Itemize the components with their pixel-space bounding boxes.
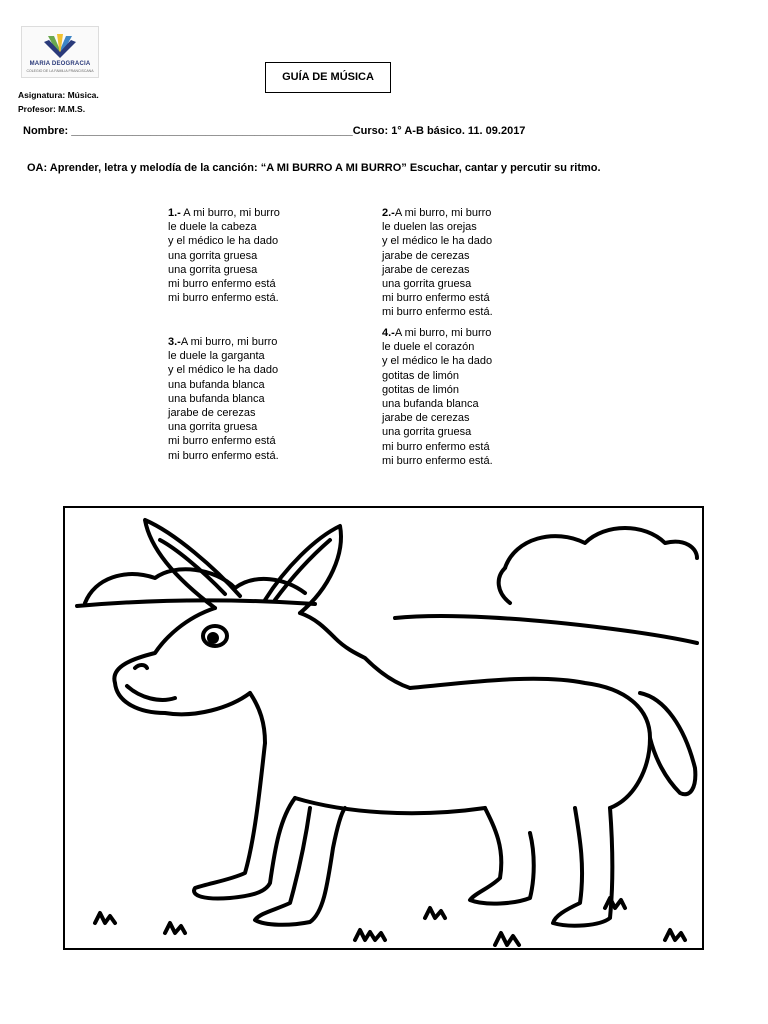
stanza-line: una bufanda blanca	[382, 398, 479, 411]
teacher-label: Profesor: M.M.S.	[18, 104, 86, 114]
stanza-line: una gorrita gruesa	[382, 278, 472, 291]
stanza-line: mi burro enfermo está	[382, 440, 490, 453]
school-logo	[21, 26, 99, 78]
stanza-number: 2.-	[382, 207, 395, 219]
stanza-line: jarabe de cerezas	[382, 412, 470, 425]
donkey-icon	[65, 508, 701, 947]
stanza-line: una gorrita gruesa	[168, 249, 258, 262]
stanza-line: le duele la garganta	[168, 350, 265, 363]
stanza-1	[168, 206, 280, 305]
stanza-line: le duelen las orejas	[382, 221, 477, 234]
stanza-line: A mi burro, mi burro	[394, 327, 492, 339]
stanza-line: mi burro enfermo está.	[168, 292, 279, 305]
stanza-line: jarabe de cerezas	[382, 249, 470, 262]
stanza-line: una gorrita gruesa	[382, 426, 472, 439]
stanza-line: una bufanda blanca	[168, 392, 265, 405]
stanza-line: y el médico le ha dado	[382, 355, 493, 368]
stanza-number: 4.-	[382, 327, 395, 339]
stanza-line: mi burro enfermo está.	[382, 454, 493, 467]
stanza-line: gotitas de limón	[382, 369, 460, 382]
stanza-line: mi burro enfermo está	[168, 278, 276, 291]
stanza-3	[168, 335, 279, 463]
donkey-coloring-picture	[63, 506, 704, 950]
stanza-first-line	[168, 206, 280, 220]
stanza-line: jarabe de cerezas	[168, 407, 256, 420]
stanza-number: 1.-	[168, 207, 181, 219]
stanza-line: A mi burro, mi burro	[394, 207, 492, 219]
stanza-line: A mi burro, mi burro	[180, 336, 278, 348]
stanza-line: mi burro enfermo está	[382, 292, 490, 305]
stanza-line: gotitas de limón	[382, 383, 460, 396]
learning-objective: OA: Aprender, letra y melodía de la canción: “A MI BURRO A MI BURRO” Escuchar, cantar y percutir su ritmo.	[27, 162, 601, 174]
page-title: GUÍA DE MÚSICA	[265, 62, 391, 93]
stanza-number: 3.-	[168, 336, 181, 348]
student-name-line: Nombre: ______________________________________________Curso: 1° A-B básico. 11. 09.2017	[23, 125, 526, 137]
stanza-line: A mi burro, mi burro	[180, 207, 280, 219]
stanza-first-line	[382, 326, 493, 340]
stanza-line: jarabe de cerezas	[382, 263, 470, 276]
stanza-first-line	[382, 206, 493, 220]
stanza-line: una gorrita gruesa	[168, 263, 258, 276]
stanza-line: mi burro enfermo está.	[168, 449, 279, 462]
stanza-line: y el médico le ha dado	[168, 364, 279, 377]
stanza-4	[382, 326, 493, 468]
stanza-line: y el médico le ha dado	[382, 235, 493, 248]
logo-emblem-icon	[40, 30, 80, 60]
stanza-line: mi burro enfermo está.	[382, 306, 493, 319]
subject-label: Asignatura: Música.	[18, 90, 99, 100]
stanza-line: le duele el corazón	[382, 341, 475, 354]
logo-subtitle: COLEGIO DE LA FAMILIA FRANCISCANA	[26, 69, 94, 73]
stanza-line: le duele la cabeza	[168, 221, 257, 234]
stanza-first-line	[168, 335, 279, 349]
stanza-line: una bufanda blanca	[168, 378, 265, 391]
stanza-2	[382, 206, 493, 320]
stanza-line: y el médico le ha dado	[168, 235, 279, 248]
stanza-line: una gorrita gruesa	[168, 421, 258, 434]
logo-name: MARIA DEOGRACIA	[29, 61, 91, 67]
stanza-line: mi burro enfermo está	[168, 435, 276, 448]
